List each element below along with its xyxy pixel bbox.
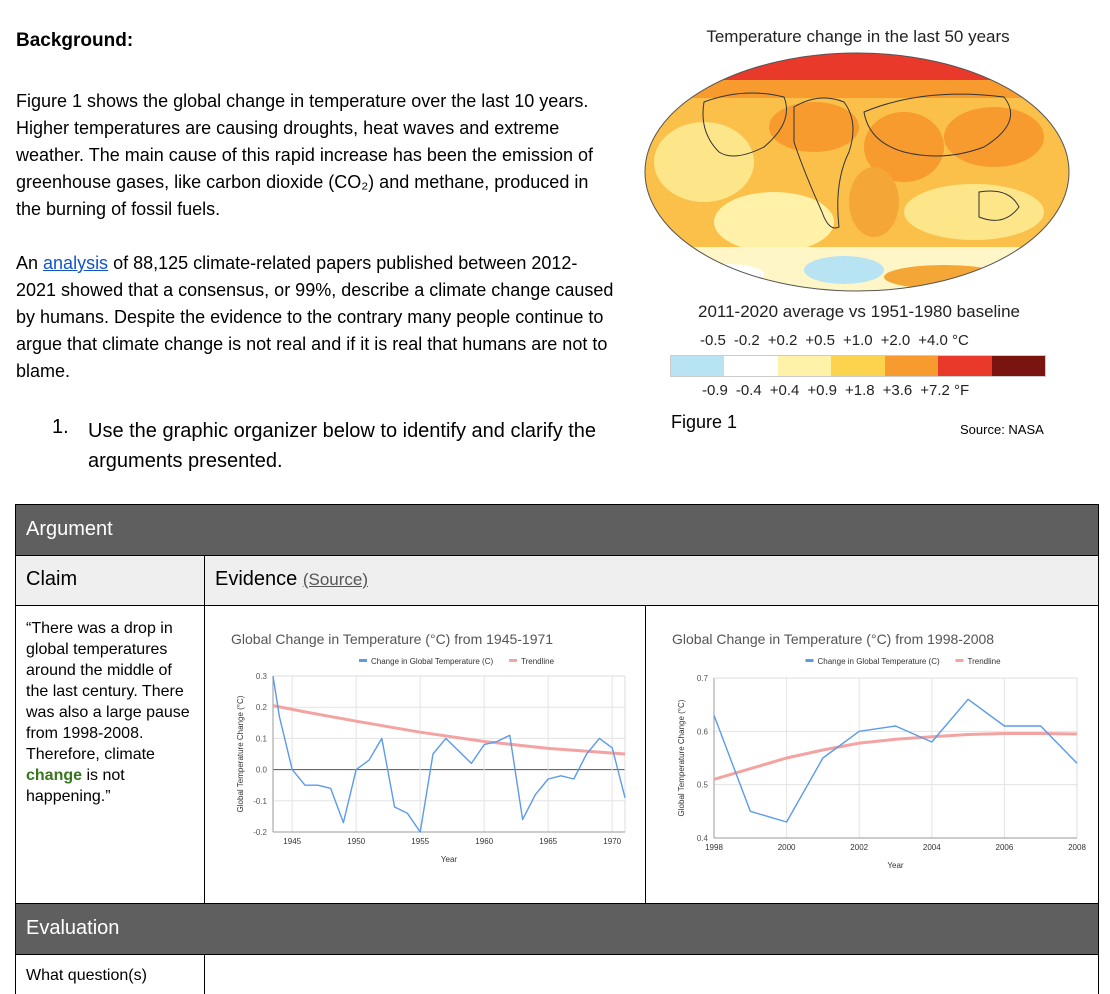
scale-f-label: +0.9 — [807, 382, 837, 399]
x-tick-label: 1950 — [347, 837, 366, 846]
x-tick-label: 1955 — [411, 837, 430, 846]
color-swatch — [671, 356, 724, 376]
evaluation-question-cell — [16, 955, 205, 994]
x-tick-label: 1970 — [603, 837, 622, 846]
claim-part-1: “There was a drop in global temperatures around the middle of the last century. There was also a large pause from 1998-2008. Therefore, climate — [26, 620, 190, 763]
y-tick-label: 0.7 — [696, 674, 708, 683]
figure-source: Source: NASA — [960, 422, 1044, 437]
chart-title: Global Change in Temperature (°C) from 1945-1971 — [231, 631, 554, 647]
claim-header-cell — [16, 556, 205, 605]
color-swatch — [778, 356, 831, 376]
evidence-chart-1-cell — [205, 606, 646, 903]
scale-c-label: -0.2 — [733, 332, 760, 349]
evidence-chart-2-cell — [646, 606, 1100, 903]
claim-header: Claim — [26, 568, 78, 590]
evaluation-answer-cell[interactable] — [205, 955, 1100, 994]
x-axis-label: Year — [440, 855, 458, 864]
x-tick-label: 2004 — [922, 843, 941, 852]
map-title: Temperature change in the last 50 years — [706, 27, 1010, 46]
temperature-map — [644, 52, 1070, 292]
evidence-header — [205, 556, 1100, 591]
evaluation-question: What question(s) — [26, 967, 147, 984]
y-axis-label: Global Temperature Change (°C) — [236, 695, 245, 813]
paragraph-suffix: of 88,125 climate-related papers published between 2012-2021 showed that a consensus, or 99%, describe a climate change caused by humans. Despite the evidence to the contrary many people continue to argue that climate change is not real and if it is real that humans are not to blame. — [16, 253, 614, 381]
background-paragraph-1: Figure 1 shows the global change in temperature over the last 10 years. Higher temperatures are causing droughts, heat waves and extreme weather. The main cause of this rapid increase has been the emission of greenhouse gases, like carbon dioxide (CO₂) and methane, produced in the burning of fossil fuels. — [16, 91, 594, 219]
evidence-header-label: Evidence — [215, 568, 298, 590]
temperature-series-line — [273, 676, 625, 832]
evidence-source-link[interactable]: (Source) — [302, 570, 369, 589]
color-swatch — [885, 356, 938, 376]
scale-f-label: +0.4 — [769, 382, 800, 399]
background-title: Background: — [16, 30, 134, 51]
claim-text — [16, 606, 204, 807]
paragraph-prefix: An — [16, 253, 44, 273]
evaluation-header: Evaluation — [16, 904, 1098, 955]
legend-swatch — [956, 659, 964, 662]
color-swatch — [831, 356, 884, 376]
map-subtitle: 2011-2020 average vs 1951-1980 baseline — [698, 302, 1020, 321]
claim-evidence-row — [16, 606, 1098, 904]
x-tick-label: 2008 — [1068, 843, 1086, 852]
trendline — [714, 734, 1077, 780]
color-swatch — [724, 356, 777, 376]
claim-cell — [16, 606, 205, 903]
legend-label: Change in Global Temperature (C) — [817, 657, 940, 666]
y-tick-label: 0.6 — [696, 727, 708, 737]
argument-header: Argument — [16, 505, 1098, 556]
scale-c-label: +0.5 — [805, 332, 835, 349]
claim-part-2: is not happening.” — [26, 767, 125, 805]
claim-evidence-header-row — [16, 556, 1098, 606]
y-axis-label: Global Temperature Change (°C) — [677, 699, 686, 817]
y-tick-label: 0.2 — [255, 703, 267, 713]
x-tick-label: 1945 — [283, 837, 302, 846]
scale-celsius — [700, 332, 1040, 349]
question-text: Use the graphic organizer below to identify and clarify the arguments presented. — [88, 420, 597, 472]
chart-1945-1971 — [205, 606, 645, 903]
y-tick-label: 0.4 — [696, 834, 708, 843]
legend-swatch — [359, 659, 367, 662]
x-tick-label: 2000 — [777, 843, 796, 852]
scale-fahrenheit — [702, 382, 1042, 399]
claim-highlight: change — [26, 767, 83, 784]
legend-label: Trendline — [521, 657, 555, 666]
background-paragraph-2 — [16, 250, 616, 385]
scale-f-label: -0.4 — [735, 382, 762, 399]
x-tick-label: 2006 — [995, 843, 1014, 852]
scale-f-label: -0.9 — [702, 382, 728, 399]
y-tick-label: 0.3 — [255, 672, 267, 681]
question-number: 1. — [52, 416, 69, 438]
analysis-link[interactable]: analysis — [43, 253, 109, 273]
scale-c-label: +0.2 — [767, 332, 798, 349]
chart-title: Global Change in Temperature (°C) from 1998-2008 — [672, 631, 995, 647]
evaluation-row — [16, 955, 1098, 994]
x-tick-label: 1998 — [705, 843, 723, 852]
scale-c-label: +4.0 °C — [918, 332, 969, 349]
y-tick-label: -0.1 — [253, 796, 267, 806]
legend-swatch — [509, 659, 517, 662]
color-swatch — [938, 356, 991, 376]
scale-f-label: +1.8 — [844, 382, 875, 399]
x-tick-label: 1965 — [539, 837, 558, 846]
scale-c-label: +1.0 — [842, 332, 873, 349]
scale-f-label: +3.6 — [882, 382, 913, 399]
color-swatch — [992, 356, 1045, 376]
y-tick-label: 0.1 — [255, 734, 267, 744]
graphic-organizer-table — [15, 504, 1099, 994]
legend-label: Change in Global Temperature (C) — [371, 657, 494, 666]
chart-1998-2008 — [646, 606, 1098, 903]
y-tick-label: 0.5 — [696, 780, 708, 790]
x-tick-label: 1960 — [475, 837, 494, 846]
figure-label: Figure 1 — [671, 412, 738, 432]
scale-c-label: -0.5 — [700, 332, 726, 349]
temperature-series-line — [714, 699, 1077, 822]
evidence-header-cell — [205, 556, 1100, 605]
legend-swatch — [806, 659, 814, 662]
y-tick-label: -0.2 — [253, 828, 267, 837]
x-axis-label: Year — [887, 861, 904, 870]
scale-c-label: +2.0 — [880, 332, 911, 349]
trendline — [273, 706, 625, 754]
color-scale-bar — [670, 355, 1046, 377]
y-tick-label: 0.0 — [255, 765, 267, 775]
legend-label: Trendline — [967, 657, 1001, 666]
x-tick-label: 2002 — [850, 843, 869, 852]
scale-f-label: +7.2 °F — [920, 382, 970, 399]
